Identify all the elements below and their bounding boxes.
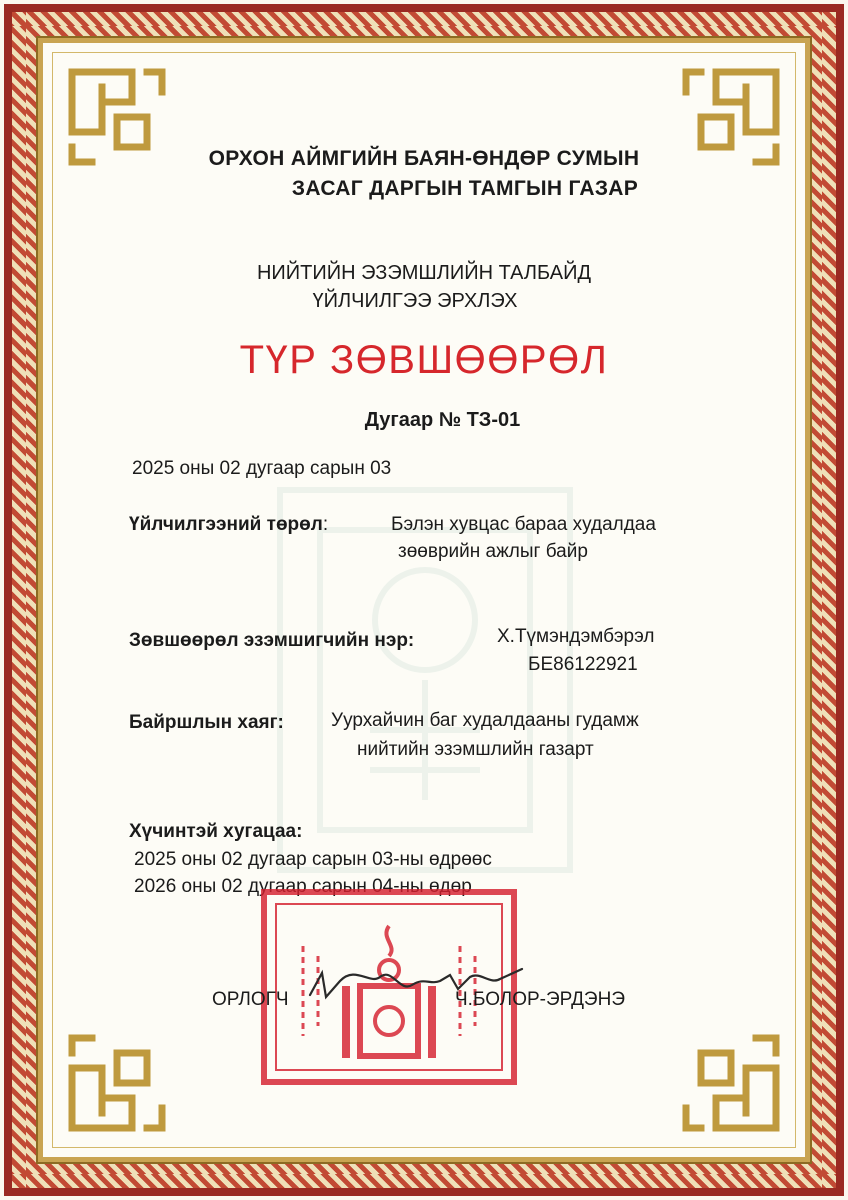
address-value-line-2: нийтийн эзэмшлийн газарт (357, 739, 594, 760)
validity-label: Хүчинтэй хугацаа: (129, 821, 303, 842)
validity-from: 2025 оны 02 дугаар сарын 03-ны өдрөөс (134, 849, 492, 870)
corner-ornament-icon (676, 1028, 786, 1138)
permit-number: Дугаар № ТЗ-01 (364, 409, 521, 431)
service-type-value-line-1: Бэлэн хувцас бараа худалдаа (391, 514, 656, 535)
issue-date: 2025 оны 02 дугаар сарын 03 (132, 458, 392, 479)
issuing-org-line-2: ЗАСАГ ДАРГЫН ТАМГЫН ГАЗАР (291, 177, 639, 200)
service-type-value-line-2: зөөврийн ажлыг байр (398, 541, 588, 562)
corner-ornament-icon (62, 1028, 172, 1138)
permit-purpose-line-2: ҮЙЛЧИЛГЭЭ ЭРХЛЭХ (312, 290, 518, 312)
address-label: Байршлын хаяг: (129, 712, 284, 733)
address-value-line-1: Уурхайчин баг худалдааны гудамж (331, 710, 639, 731)
permit-purpose-line-1: НИЙТИЙН ЭЗЭМШЛИЙН ТАЛБАЙД (256, 262, 592, 284)
holder-name-value: Х.Түмэндэмбэрэл (497, 626, 655, 647)
holder-name-label: Зөвшөөрөл эзэмшигчийн нэр: (129, 630, 415, 651)
service-type-colon: : (322, 514, 329, 535)
signatory-name: Ч.БОЛОР-ЭРДЭНЭ (455, 989, 625, 1010)
document-title: ТҮР ЗӨВШӨӨРӨЛ (239, 338, 609, 382)
validity-to: 2026 оны 02 дугаар сарын 04-ны өдөр (134, 876, 472, 897)
service-type-field (129, 514, 328, 536)
signatory-position: ОРЛОГЧ (212, 989, 289, 1010)
service-type-label: Үйлчилгээний төрөл (129, 514, 323, 535)
holder-register-number: БЕ86122921 (528, 654, 638, 675)
issuing-org-line-1: ОРХОН АЙМГИЙН БАЯН-ӨНДӨР СУМЫН (208, 147, 640, 170)
